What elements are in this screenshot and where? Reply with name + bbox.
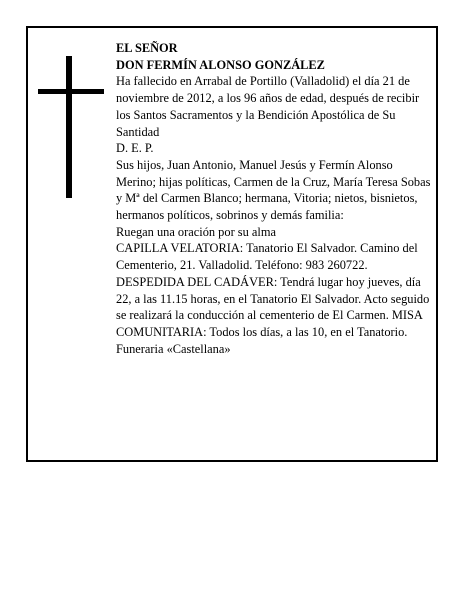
- notice-text: [116, 40, 432, 357]
- cross-vertical-bar: [66, 56, 72, 198]
- cross-horizontal-bar: [38, 89, 104, 94]
- notice-title: EL SEÑOR: [116, 41, 178, 55]
- rip-text: D. E. P.: [116, 141, 154, 156]
- farewell-info: DESPEDIDA DEL CADÁVER: Tendrá lugar hoy jueves, día 22, a las 11.15 horas, en el Tanatorio El Salvador. Acto seguido se realizará la conducción al cementerio de El Carmen. MISA COMUNITARIA: Todos los días, a las 10, en el Tanatorio.: [116, 274, 430, 339]
- death-info: Ha fallecido en Arrabal de Portillo (Valladolid) el día 21 de noviembre de 2012, a los 96 años de edad, después de recibir los Santos Sacramentos y la Bendición Apostólica de Su Santidad: [116, 74, 420, 139]
- obituary-notice: [26, 26, 438, 462]
- family-list: Sus hijos, Juan Antonio, Manuel Jesús y Fermín Alonso Merino; hijas políticas, Carmen de la Cruz, María Teresa Sobas y Mª del Carmen Blanco; hermana, Vitoria; nietos, bisnietos, hermanos políticos, sobrinos y demás familia:: [116, 157, 431, 223]
- chapel-info: CAPILLA VELATORIA: Tanatorio El Salvador. Camino del Cementerio, 21. Valladolid. Teléfono: 983 260722.: [116, 241, 418, 273]
- deceased-name: DON FERMÍN ALONSO GONZÁLEZ: [116, 57, 325, 72]
- cross-icon: [38, 56, 104, 198]
- funeral-home: Funeraria «Castellana»: [116, 341, 231, 356]
- prayer-request: Ruegan una oración por su alma: [116, 224, 276, 239]
